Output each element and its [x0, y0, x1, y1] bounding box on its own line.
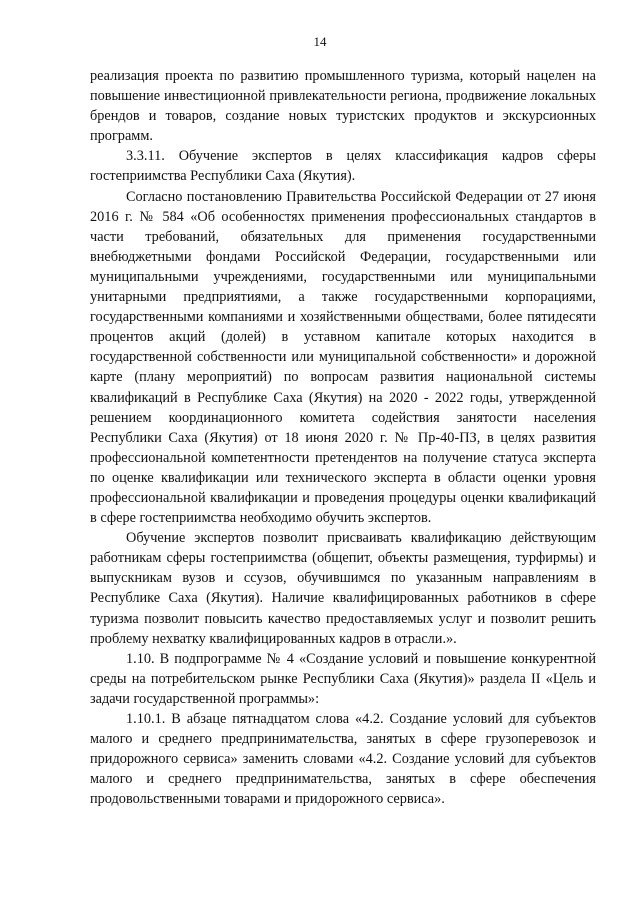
document-body [90, 66, 596, 809]
page-number: 14 [313, 34, 327, 49]
paragraph-tourism-project: реализация проекта по развитию промышленного туризма, который нацелен на повышение инвестиционной привлекательности региона, продвижение локальных брендов и товаров, создание новых туристских продуктов и экскурсионных программ. [90, 68, 596, 145]
paragraph-item-1-10: 1.10. В подпрограмме № 4 «Создание условий и повышение конкурентной среды на потребительском рынке Республики Саха (Якутия)» раздела II «Цель и задачи государственной программы»: [90, 650, 596, 707]
paragraph-expert-training: Обучение экспертов позволит присваивать квалификацию действующим работникам сферы гостеприимства (общепит, объекты размещения, турфирмы) и выпускникам вузов и ссузов, обучившимся по указанным направлениям в Республике Саха (Якутия). Наличие квалифицированных работников в сфере туризма позволит повысить качество предоставляемых услуг и позволит решить проблему нехватку квалифицированных кадров в отрасли.». [90, 530, 596, 647]
paragraph-government-decree: Согласно постановлению Правительства Российской Федерации от 27 июня 2016 г. № 584 «Об особенностях применения профессиональных стандартов в части требований, обязательных для применения государственными внебюджетными фондами Российской Федерации, государственными или муниципальными учреждениями, государственными или муниципальными унитарными предприятиями, а также государственными корпорациями, государственными компаниями и хозяйственными обществами, более пятидесяти процентов акций (долей) в уставном капитале которых находится в государственной собственности или муниципальной собственности» и дорожной карте (плану мероприятий) по вопросам развития национальной системы квалификаций в Республике Саха (Якутия) на 2020 - 2022 годы, утвержденной решением координационного комитета содействия занятости населения Республики Саха (Якутия) от 18 июня 2020 г. № Пр-40-ПЗ, в целях развития профессиональной компетентности претендентов на получение статуса эксперта по оценке квалификации или технического эксперта в области оценки уровня профессиональной квалификации и проведения процедуры оценки квалификаций в сфере гостеприимства необходимо обучить экспертов. [90, 188, 596, 527]
paragraph-section-3-3-11: 3.3.11. Обучение экспертов в целях классификация кадров сферы гостеприимства Республики Саха (Якутия). [90, 148, 596, 185]
paragraph-item-1-10-1: 1.10.1. В абзаце пятнадцатом слова «4.2. Создание условий для субъектов малого и среднего предпринимательства, занятых в сфере грузоперевозок и придорожного сервиса» заменить словами «4.2. Создание условий для субъектов малого и среднего предпринимательства, занятых в сфере обеспечения продовольственными товарами и придорожного сервиса». [90, 711, 596, 808]
